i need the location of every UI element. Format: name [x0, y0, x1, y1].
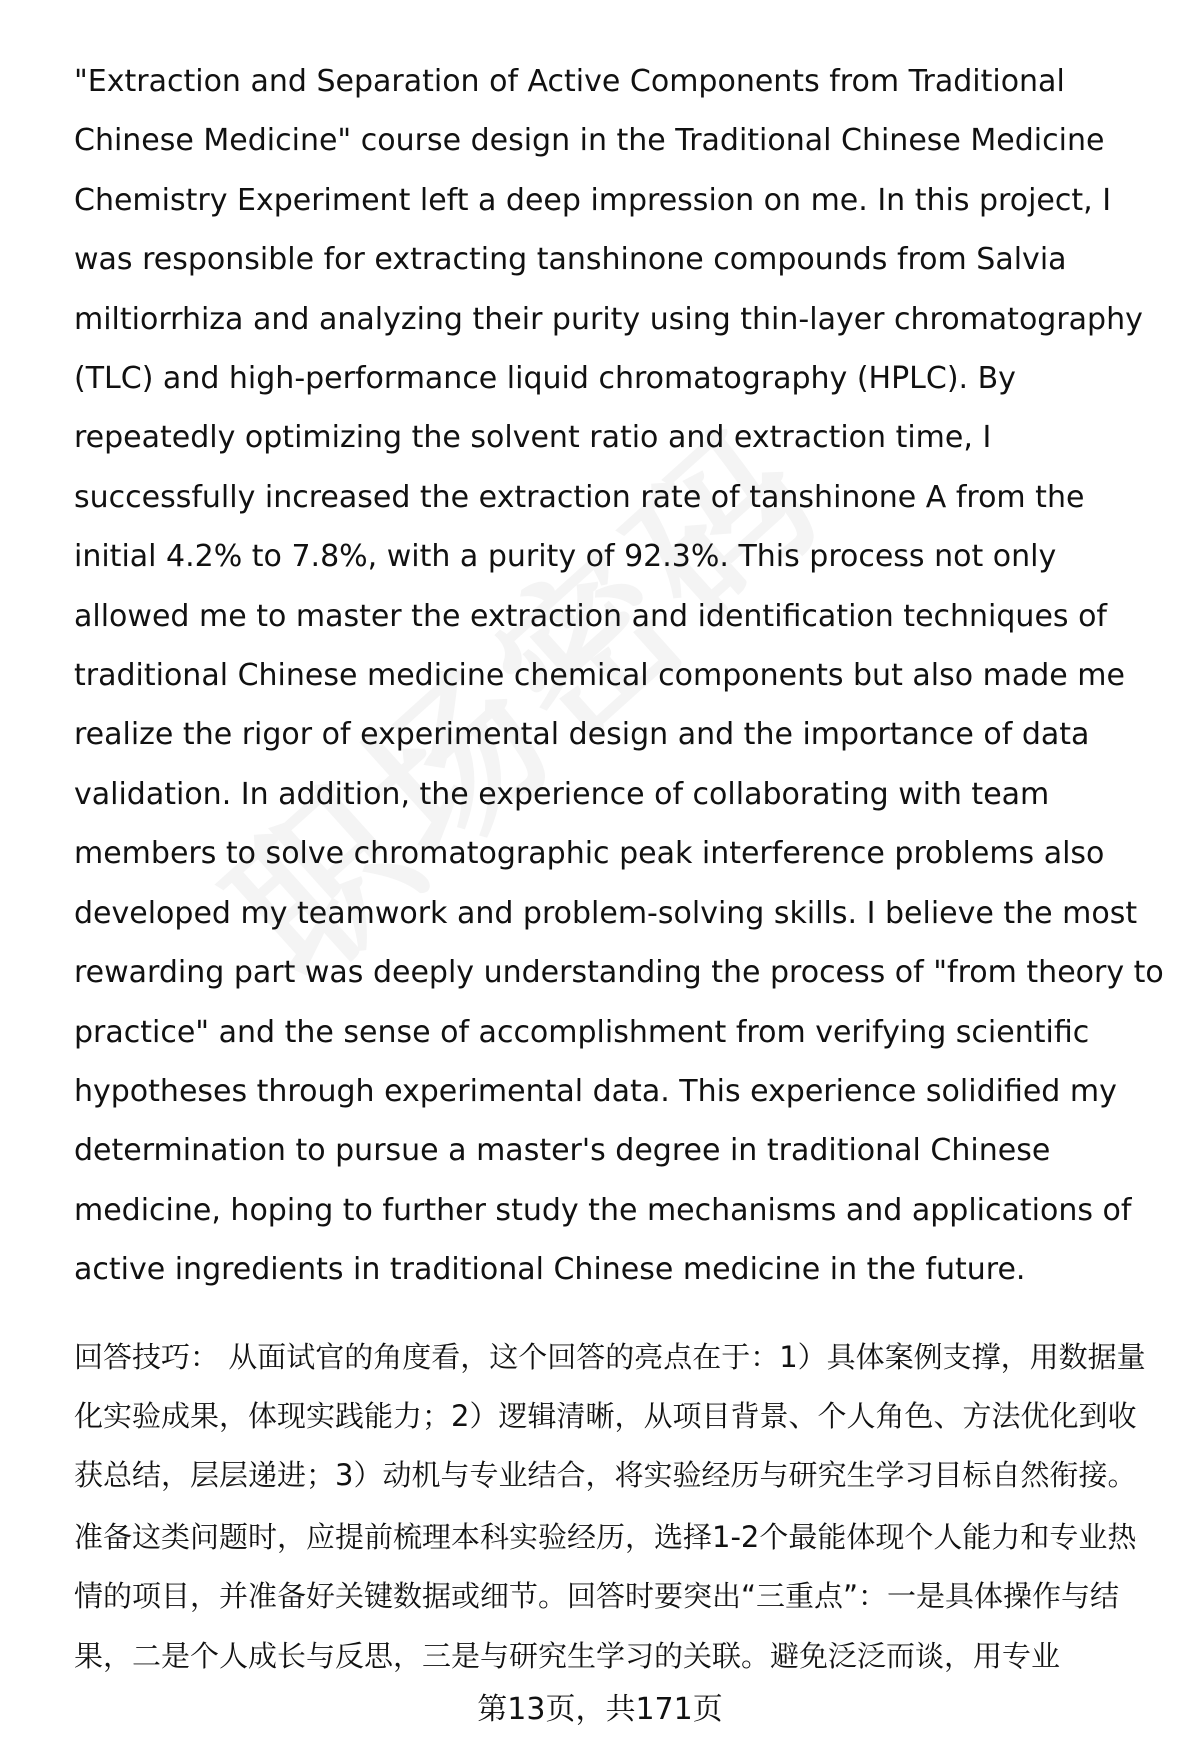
- chinese-tips-block: [74, 1328, 1164, 1686]
- document-content: [74, 52, 1164, 1688]
- english-answer-paragraph: "Extraction and Separation of Active Components from Traditional Chinese Medicine" course design in the Traditional Chinese Medicine Chemistry Experiment left a deep impression on me. In this project, I was responsible for extracting tanshinone compounds from Salvia miltiorrhiza and analyzing their purity using thin-layer chromatography (TLC) and high-performance liquid chromatography (HPLC). By repeatedly optimizing the solvent ratio and extraction time, I successfully increased the extraction rate of tanshinone A from the initial 4.2% to 7.8%, with a purity of 92.3%. This process not only allowed me to master the extraction and identification techniques of traditional Chinese medicine chemical components but also made me realize the rigor of experimental design and the importance of data validation. In addition, the experience of collaborating with team members to solve chromatographic peak interference problems also developed my teamwork and problem-solving skills. I believe the most rewarding part was deeply understanding the process of "from theory to practice" and the sense of accomplishment from verifying scientific hypotheses through experimental data. This experience solidified my determination to pursue a master's degree in traditional Chinese medicine, hoping to further study the mechanisms and applications of active ingredients in traditional Chinese medicine in the future.: [74, 64, 1164, 1288]
- preparation-tip-paragraph: 准备这类问题时，应提前梳理本科实验经历，选择1-2个最能体现个人能力和专业热情的项目，并准备好关键数据或细节。回答时要突出“三重点”：一是具体操作与结果，二是个人成长与反思，三是与研究生学习的关联。避免泛泛而谈，用专业: [74, 1519, 1137, 1673]
- page-indicator: 第13页，共171页: [477, 1692, 723, 1727]
- answer-tip-paragraph: 回答技巧： 从面试官的角度看，这个回答的亮点在于：1）具体案例支撑，用数据量化实验成果，体现实践能力；2）逻辑清晰，从项目背景、个人角色、方法优化到收获总结，层层递进；3）动机与专业结合，将实验经历与研究生学习目标自然衔接。: [74, 1339, 1146, 1493]
